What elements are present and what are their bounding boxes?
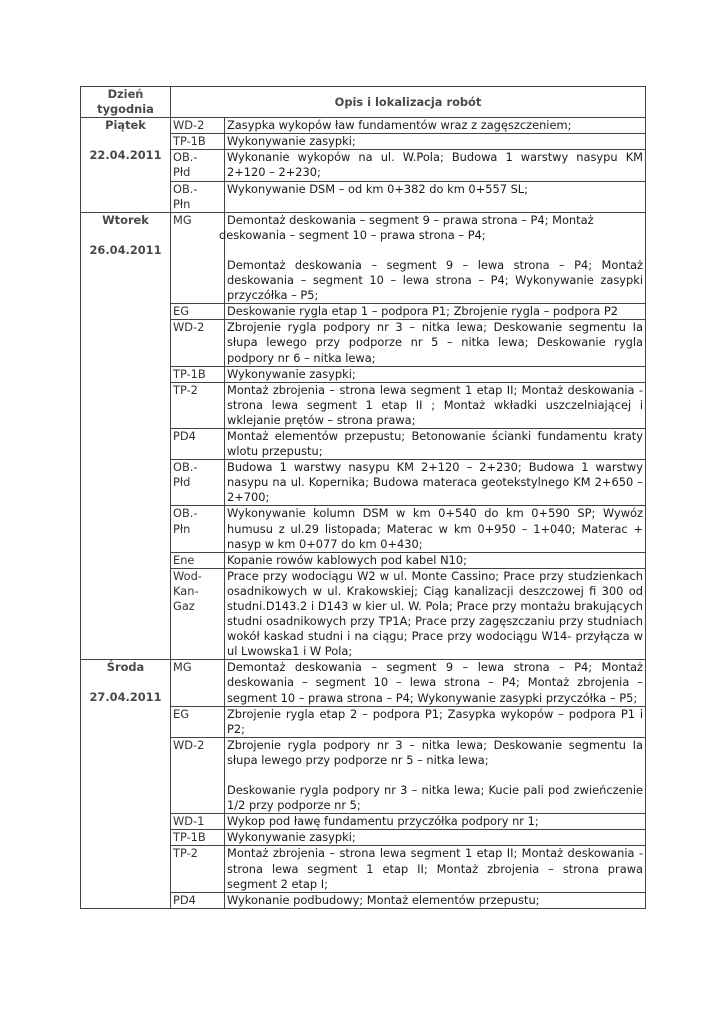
- section-code: OB.- Płn: [171, 506, 225, 552]
- works-table-body: [81, 87, 646, 909]
- work-description: [225, 320, 646, 366]
- table-row: [81, 118, 646, 134]
- work-description: [225, 118, 646, 134]
- description-paragraph: Wykonywanie zasypki;: [227, 134, 356, 149]
- work-description: [225, 552, 646, 568]
- day-date: 27.04.2011: [89, 690, 162, 705]
- section-code: Ene: [171, 552, 225, 568]
- work-description: [225, 568, 646, 660]
- description-paragraph: Wykop pod ławę fundamentu przyczółka podpory nr 1;: [227, 814, 539, 829]
- description-paragraph: Demontaż deskowania – segment 9 – prawa strona – P4; Montaż: [227, 212, 594, 227]
- paragraph-gap: [227, 243, 643, 258]
- day-name: Piątek: [105, 118, 146, 133]
- section-code: PD4: [171, 892, 225, 908]
- work-description: [225, 846, 646, 892]
- section-code: TP-2: [171, 382, 225, 428]
- description-paragraph: Montaż zbrojenia – strona lewa segment 1 etap II; Montaż deskowania - strona lewa segment 1 etap II; Montaż zbrojenia – strona prawa segment 2 etap I;: [227, 846, 643, 891]
- section-code: MG: [171, 212, 225, 303]
- work-description: [225, 737, 646, 813]
- section-code: EG: [171, 706, 225, 737]
- day-date: 22.04.2011: [89, 148, 162, 163]
- description-paragraph: Wykonywanie zasypki;: [227, 366, 356, 381]
- table-header-row: [81, 87, 646, 118]
- work-description: [225, 150, 646, 181]
- work-description: [225, 428, 646, 459]
- work-description: [225, 892, 646, 908]
- description-paragraph: Demontaż deskowania – segment 9 – lewa strona – P4; Montaż deskowania – segment 10 – lewa strona – P4; Montaż zbrojenia – segment 10 – prawa strona – P4; Wykonywanie zasypki przyczółka – P5;: [227, 660, 643, 705]
- description-paragraph: Deskowanie rygla etap 1 – podpora P1; Zbrojenie rygla – podpora P2: [227, 304, 618, 319]
- day-name: Wtorek: [102, 212, 149, 227]
- day-date: 26.04.2011: [89, 242, 162, 257]
- section-code: TP-2: [171, 846, 225, 892]
- section-code: OB.- Płn: [171, 181, 225, 212]
- day-name: Środa: [106, 660, 145, 675]
- day-cell: [81, 212, 171, 660]
- description-paragraph: Zasypka wykopów ław fundamentów wraz z zagęszczeniem;: [227, 118, 572, 133]
- description-paragraph: Zbrojenie rygla podpory nr 3 – nitka lewa; Deskowanie segmentu Ia słupa lewego przy podporze nr 5 – nitka lewa; Deskowanie rygla podpory nr 6 – nitka lewa;: [227, 320, 643, 365]
- description-paragraph: Montaż elementów przepustu; Betonowanie ścianki fundamentu kraty wlotu przepustu;: [227, 428, 643, 459]
- description-paragraph: Wykonywanie kolumn DSM w km 0+540 do km 0+590 SP; Wywóz humusu z ul.29 listopada; Materac w km 0+950 – 1+040; Materac + nasyp w km 0+077 do km 0+430;: [227, 506, 643, 551]
- description-paragraph: Zbrojenie rygla podpory nr 3 – nitka lewa; Deskowanie segmentu Ia słupa lewego przy podporze nr 5 – nitka lewa;: [227, 737, 643, 767]
- work-description: [225, 181, 646, 212]
- work-description: [225, 830, 646, 846]
- section-code: WD-2: [171, 737, 225, 813]
- description-paragraph: Deskowanie rygla podpory nr 3 – nitka lewa; Kucie pali pod zwieńczenie 1/2 przy podporze nr 5;: [227, 783, 643, 813]
- work-description: [225, 460, 646, 506]
- section-code: MG: [171, 660, 225, 706]
- description-paragraph: Wykonywanie DSM – od km 0+382 do km 0+557 SL;: [227, 181, 528, 196]
- work-description: [225, 660, 646, 706]
- description-paragraph: Wykonanie wykopów na ul. W.Pola; Budowa 1 warstwy nasypu KM 2+120 – 2+230;: [227, 150, 643, 180]
- description-paragraph: Wykonanie podbudowy; Montaż elementów przepustu;: [227, 892, 540, 907]
- work-description: [219, 212, 646, 303]
- day-cell: [81, 660, 171, 908]
- section-code: TP-1B: [171, 134, 225, 150]
- description-paragraph: Montaż zbrojenia – strona lewa segment 1 etap II; Montaż deskowania - strona lewa segment 1 etap II ; Montaż wkładki uszczelniającej i wklejanie prętów – strona prawa;: [227, 382, 643, 427]
- section-code: OB.- Płd: [171, 460, 225, 506]
- table-row: [81, 660, 646, 706]
- description-paragraph: Wykonywanie zasypki;: [227, 830, 356, 845]
- description-paragraph: Zbrojenie rygla etap 2 – podpora P1; Zasypka wykopów – podpora P1 i P2;: [227, 706, 643, 736]
- section-code: OB.- Płd: [171, 150, 225, 181]
- work-description: [225, 134, 646, 150]
- description-paragraph: Budowa 1 warstwy nasypu KM 2+120 – 2+230; Budowa 1 warstwy nasypu na ul. Kopernika; Budowa materaca geotekstylnego KM 2+650 – 2+700;: [227, 460, 643, 505]
- section-code: TP-1B: [171, 830, 225, 846]
- work-description: [225, 366, 646, 382]
- description-paragraph: Demontaż deskowania – segment 9 – lewa strona – P4; Montaż deskowania – segment 10 – lewa strona – P4; Wykonywanie zasypki przyczółka – P5;: [227, 257, 643, 303]
- day-cell: [81, 118, 171, 213]
- section-code: Wod- Kan- Gaz: [171, 568, 225, 660]
- table-row: [81, 212, 646, 303]
- works-document: [80, 86, 646, 909]
- section-code: PD4: [171, 428, 225, 459]
- section-code: WD-1: [171, 814, 225, 830]
- paragraph-gap: [227, 768, 643, 783]
- section-code: WD-2: [171, 118, 225, 134]
- description-column-header: Opis i lokalizacja robót: [171, 87, 646, 118]
- work-description: [225, 382, 646, 428]
- work-description: [225, 304, 646, 320]
- section-code: WD-2: [171, 320, 225, 366]
- day-column-header: Dzień tygodnia: [81, 87, 171, 118]
- section-code: TP-1B: [171, 366, 225, 382]
- description-paragraph: Kopanie rowów kablowych pod kabel N10;: [227, 552, 467, 567]
- work-description: [225, 706, 646, 737]
- work-description: [225, 506, 646, 552]
- work-description: [225, 814, 646, 830]
- works-table: [80, 86, 646, 909]
- description-paragraph: Prace przy wodociągu W2 w ul. Monte Cassino; Prace przy studzienkach osadnikowych w ul. Krakowskiej; Ciąg kanalizacji deszczowej fi 300 od studni.D143.2 i D143 w kier ul. W. Pola; Prace przy montażu brakujących studni osadnikowych przy TP1A; Prace przy zagęszczaniu przy studniach wokół kaskad studni i na ciągu; Prace przy wodociągu W14- przyłącza w ul Lwowska1 i W Pola;: [227, 568, 643, 659]
- section-code: EG: [171, 304, 225, 320]
- description-paragraph: deskowania – segment 10 – prawa strona – P4;: [219, 227, 486, 242]
